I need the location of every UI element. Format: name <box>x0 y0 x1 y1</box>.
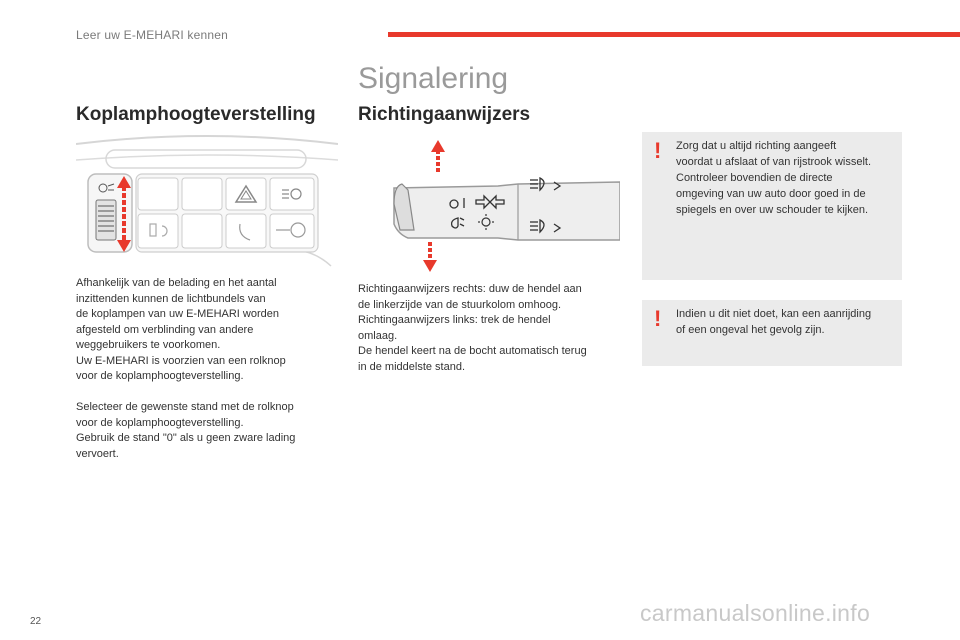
headlamp-paragraph-1: Afhankelijk van de belading en het aantal inzittenden kunnen de lichtbundels van de koplampen van uw E-MEHARI worden afgesteld om verblinding van andere weggebruikers te voorkomen. Uw E-MEHARI is voorzien van een rolknop voor de koplamphoogteverstelling. <box>76 277 286 382</box>
down-arrow-icon <box>423 242 437 272</box>
headlamp-paragraph-2: Selecteer de gewenste stand met de rolknop voor de koplamphoogteverstelling. Gebruik de stand "0" als u geen zware lading vervoert. <box>76 401 296 460</box>
page-number: 22 <box>30 616 42 627</box>
headlamp-dashboard-illustration <box>76 132 338 272</box>
direction-indicators-heading: Richtingaanwijzers <box>358 104 531 125</box>
warning-mark: ! <box>654 138 662 163</box>
up-arrow-icon <box>431 140 445 174</box>
warning-text-1: Zorg dat u altijd richting aangeeft voordat u afslaat of van rijstrook wisselt. Controleer bovendien de directe omgeving van uw auto door goed in de spiegels en over uw schouder te kijken. <box>676 140 872 216</box>
header-accent-bar <box>388 32 960 37</box>
warning-box-2 <box>642 300 902 366</box>
warning-box-1 <box>642 132 902 280</box>
stalk-icon <box>394 182 620 240</box>
watermark: carmanualsonline.info <box>640 600 871 626</box>
indicator-stalk-illustration <box>358 134 620 274</box>
headlamp-leveling-heading: Koplamphoogteverstelling <box>76 104 316 125</box>
direction-indicators-paragraph: Richtingaanwijzers rechts: duw de hendel aan de linkerzijde van de stuurkolom omhoog. Richtingaanwijzers links: trek de hendel omlaag. De hendel keert na de bocht automatisch terug in de middelste stand. <box>358 283 587 373</box>
warning-text-2: Indien u dit niet doet, kan een aanrijding of een ongeval het gevolg zijn. <box>676 308 872 336</box>
warning-mark: ! <box>654 306 662 331</box>
section-title: Signalering <box>358 62 509 95</box>
chapter-header: Leer uw E-MEHARI kennen <box>76 28 228 42</box>
